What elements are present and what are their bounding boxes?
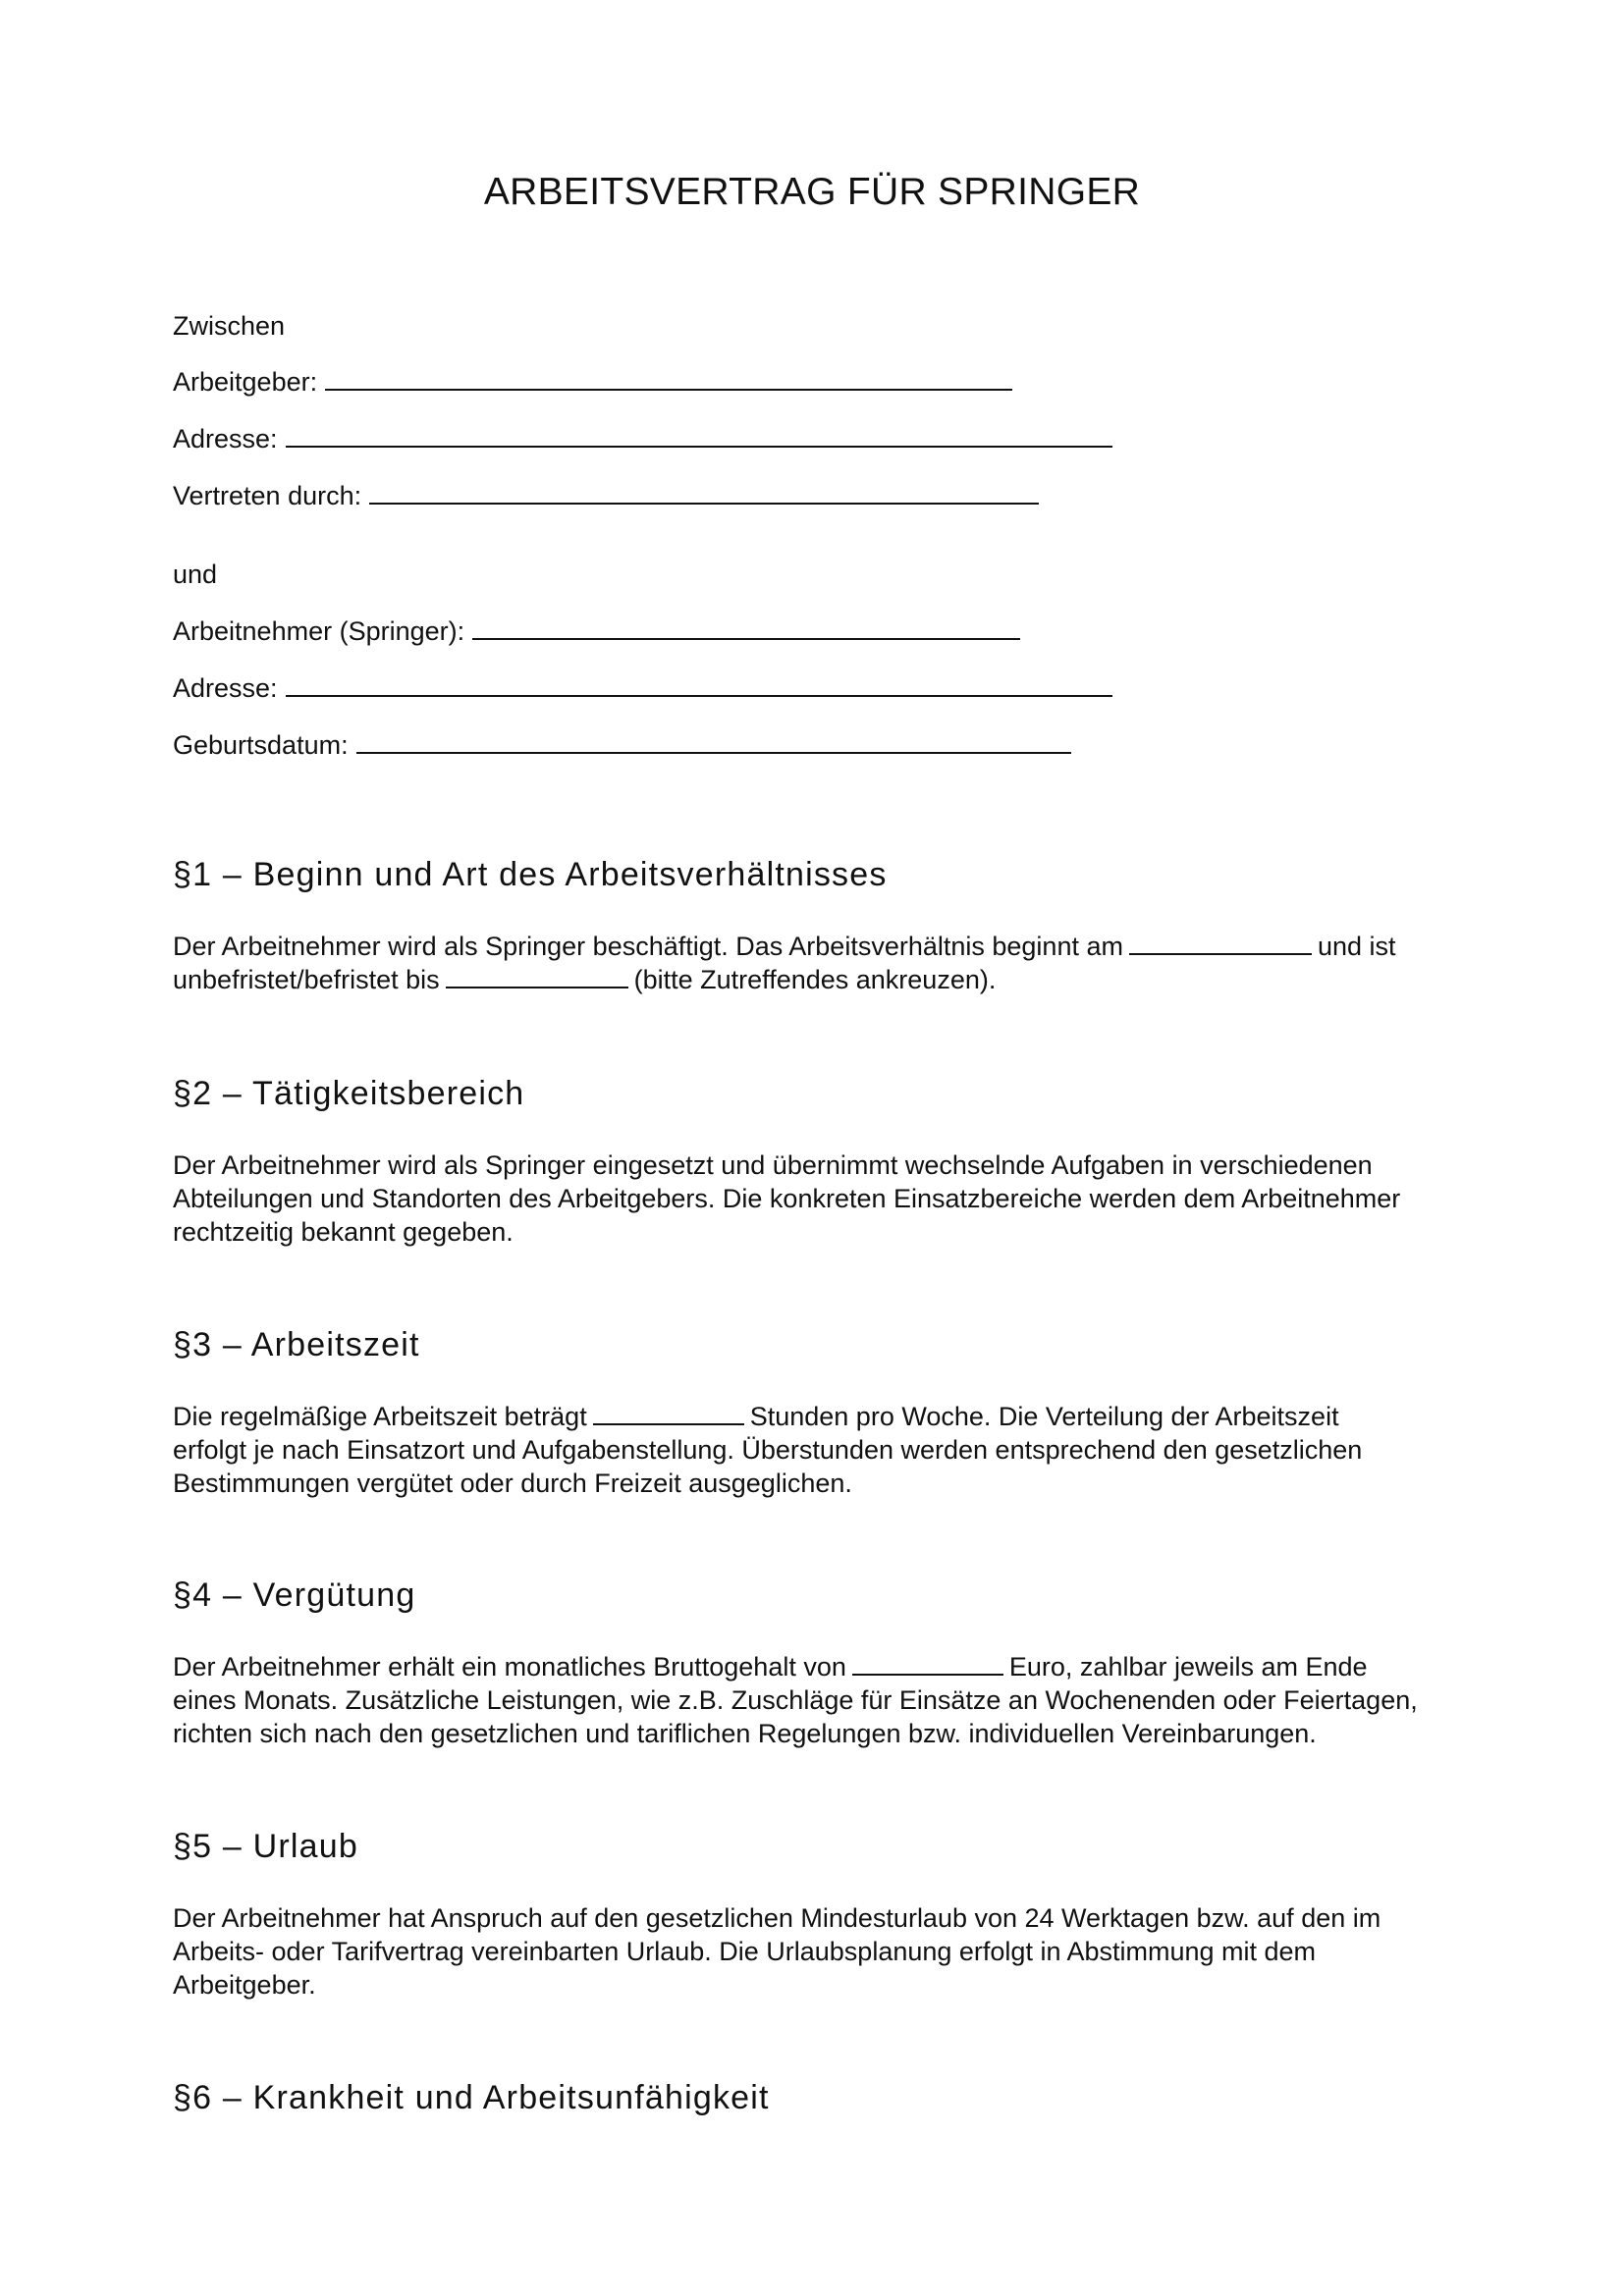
represented-line (173, 479, 1039, 512)
section-5-line-3: Arbeitgeber. (173, 1970, 316, 2000)
section-4-heading: §4 – Vergütung (173, 1576, 416, 1614)
document-title: ARBEITSVERTRAG FÜR SPRINGER (483, 171, 1141, 213)
end-date-blank[interactable] (446, 965, 628, 988)
section-1-line-1 (173, 930, 1479, 963)
between-label: Zwischen (173, 311, 286, 341)
employer-label: Arbeitgeber: (173, 367, 318, 397)
section-3-line-1 (173, 1400, 1479, 1433)
employee-blank[interactable] (472, 614, 1020, 640)
section-5-line-1: Der Arbeitnehmer hat Anspruch auf den gesetzlichen Mindesturlaub von 24 Werktagen bzw. auf den im (173, 1903, 1381, 1933)
section-3-line-1-part-1: Die regelmäßige Arbeitszeit beträgt (173, 1402, 587, 1431)
section-4-line-1-part-1: Der Arbeitnehmer erhält ein monatliches Bruttogehalt von (173, 1652, 846, 1682)
section-1-line-1-part-1: Der Arbeitnehmer wird als Springer beschäftigt. Das Arbeitsverhältnis beginnt am (173, 932, 1123, 961)
section-1-text (173, 930, 1479, 996)
section-4-line-1-part-2: Euro, zahlbar jeweils am Ende (1008, 1652, 1368, 1682)
section-5-heading: §5 – Urlaub (173, 1828, 358, 1865)
section-1-line-2-part-2: (bitte Zutreffendes ankreuzen). (633, 965, 997, 994)
section-4-line-2: eines Monats. Zusätzliche Leistungen, wie z.B. Zuschläge für Einsätze an Wochenenden oder Feiertagen, (173, 1685, 1418, 1715)
salary-blank[interactable] (852, 1652, 1003, 1676)
section-6-heading: §6 – Krankheit und Arbeitsunfähigkeit (173, 2079, 770, 2116)
section-1-line-2 (173, 963, 1479, 996)
section-3-line-1-part-2: Stunden pro Woche. Die Verteilung der Arbeitszeit (749, 1402, 1339, 1431)
hours-blank[interactable] (593, 1402, 744, 1425)
employer-blank[interactable] (325, 365, 1012, 391)
represented-blank[interactable] (369, 479, 1039, 505)
section-3-text (173, 1400, 1479, 1500)
section-2-heading: §2 – Tätigkeitsbereich (173, 1075, 525, 1112)
birthdate-label: Geburtsdatum: (173, 730, 349, 760)
birthdate-line (173, 728, 1071, 762)
employee-address-label: Adresse: (173, 673, 278, 703)
section-5-text (173, 1901, 1479, 2002)
and-label: und (173, 560, 218, 589)
employee-address-line (173, 671, 1112, 705)
section-2-text (173, 1148, 1479, 1249)
section-5-line-2: Arbeits- oder Tarifvertrag vereinbarten Urlaub. Die Urlaubsplanung erfolgt in Abstimmung mit dem (173, 1937, 1317, 1966)
section-3-line-3: Bestimmungen vergütet oder durch Freizeit ausgeglichen. (173, 1468, 852, 1498)
section-4-line-3: richten sich nach den gesetzlichen und tariflichen Regelungen bzw. individuellen Vereinbarungen. (173, 1719, 1317, 1748)
birthdate-blank[interactable] (356, 728, 1071, 754)
section-3-line-2: erfolgt je nach Einsatzort und Aufgabenstellung. Überstunden werden entsprechend den gesetzlichen (173, 1435, 1363, 1465)
employee-address-blank[interactable] (286, 671, 1112, 697)
employee-line (173, 614, 1020, 648)
section-4-text (173, 1650, 1479, 1750)
section-3-heading: §3 – Arbeitszeit (173, 1326, 420, 1363)
represented-label: Vertreten durch: (173, 481, 362, 510)
section-2-line-1: Der Arbeitnehmer wird als Springer eingesetzt und übernimmt wechselnde Aufgaben in verschiedenen (173, 1150, 1373, 1180)
section-1-line-2-part-1: unbefristet/befristet bis (173, 965, 440, 994)
start-date-blank[interactable] (1129, 932, 1312, 955)
section-2-line-3: rechtzeitig bekannt gegeben. (173, 1217, 514, 1247)
employer-line (173, 365, 1012, 399)
employer-address-label: Adresse: (173, 424, 278, 454)
employer-address-line (173, 422, 1112, 455)
employer-address-blank[interactable] (286, 422, 1112, 448)
section-1-heading: §1 – Beginn und Art des Arbeitsverhältnisses (173, 856, 888, 893)
section-2-line-2: Abteilungen und Standorten des Arbeitgebers. Die konkreten Einsatzbereiche werden dem Arbeitnehmer (173, 1184, 1401, 1213)
employee-label: Arbeitnehmer (Springer): (173, 616, 465, 646)
section-1-line-1-part-2: und ist (1317, 932, 1396, 961)
section-4-line-1 (173, 1650, 1479, 1683)
